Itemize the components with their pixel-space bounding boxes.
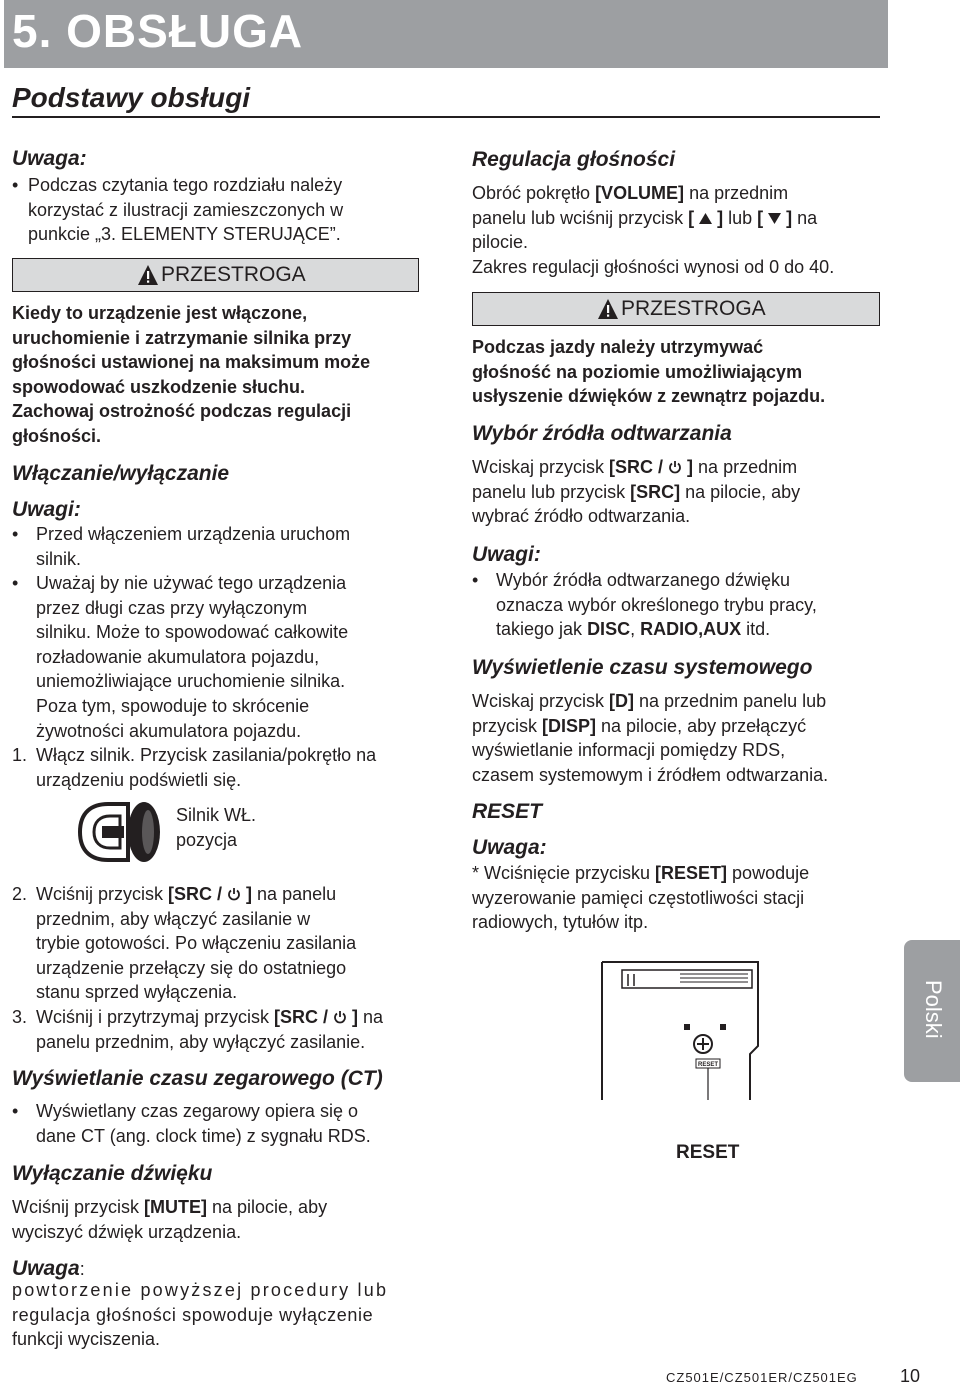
warning-icon — [597, 298, 619, 320]
model-number: CZ501E/CZ501ER/CZ501EG — [666, 1370, 858, 1385]
ignition-key-icon — [68, 800, 164, 864]
language-tab-label: Polski — [921, 980, 946, 1039]
caution-label: PRZESTROGA — [161, 263, 306, 286]
source-heading: Wybór źródła odtwarzania — [472, 422, 732, 445]
front-panel-illustration — [600, 960, 760, 1100]
step-3: 3. Wciśnij i przytrzymaj przycisk [SRC / ] na panelu przednim, aby wyłączyć zasilanie. — [12, 1007, 384, 1052]
caution-label: PRZESTROGA — [621, 297, 766, 320]
list-item: • Wybór źródła odtwarzanego dźwięku oznacza wybór określonego trybu pracy, takiego jak DISC, RADIO,AUX itd. — [472, 570, 817, 640]
text-line: punkcie „3. ELEMENTY STERUJĄCE”. — [28, 224, 341, 245]
note-title: Uwaga: — [12, 1257, 85, 1280]
list-item: • Podczas czytania tego rozdziału należy korzystać z ilustracji zamieszczonych w punkcie „3. ELEMENTY STERUJĄCE”. — [12, 173, 412, 247]
power-heading: Włączanie/wyłączanie — [12, 462, 230, 485]
chapter-title: 5. OBSŁUGA — [12, 5, 304, 57]
reset-heading: RESET — [472, 800, 543, 823]
power-icon — [227, 887, 241, 901]
reset-text: * Wciśnięcie przycisku [RESET] powoduje wyzerowanie pamięci częstotliwości stacji radiowych, tytułów itp. — [472, 863, 810, 933]
caution-box — [472, 292, 880, 326]
clock-heading: Wyświetlanie czasu zegarowego (CT) — [12, 1067, 383, 1090]
chapter-header — [4, 0, 888, 68]
up-arrow-icon — [699, 213, 712, 224]
source-text: Wciskaj przycisk [SRC / ] na przednim panelu lub przycisk [SRC] na pilocie, aby wybrać źródło odtwarzania. — [472, 457, 801, 527]
system-time-heading: Wyświetlenie czasu systemowego — [472, 656, 813, 679]
mute-text: Wciśnij przycisk [MUTE] na pilocie, aby wyciszyć dźwięk urządzenia. — [12, 1197, 328, 1242]
caution-text: Kiedy to urządzenie jest włączone, uruchomienie i zatrzymanie silnika przy głośności ustawionej na maksimum może spowodować uszkodzenie słuchu. Zachowaj ostrożność podczas regulacji głośności. — [12, 303, 371, 446]
down-arrow-icon — [768, 213, 781, 224]
section-title: Podstawy obsługi — [12, 82, 251, 113]
list-item: • Wyświetlany czas zegarowy opiera się o dane CT (ang. clock time) z sygnału RDS. — [12, 1101, 371, 1146]
note-text: powtorzenie powyższej procedury lub regulacja głośności spowoduje wyłączenie funkcji wyciszenia. — [12, 1280, 389, 1350]
text-line: korzystać z ilustracji zamieszczonych w — [28, 199, 344, 220]
step-1: 1. Włącz silnik. Przycisk zasilania/pokrętło na urządzeniu podświetli się. — [12, 745, 377, 790]
key-position-label: Silnik WŁ. pozycja — [176, 805, 257, 850]
list-item: • Przed włączeniem urządzenia uruchom silnik. — [12, 524, 351, 569]
caution-text: Podczas jazdy należy utrzymywać głośność na poziomie umożliwiającym usłyszenie dźwięków z zewnątrz pojazdu. — [472, 337, 826, 407]
note-title: Uwaga: — [12, 147, 87, 170]
reset-button-label: RESET — [697, 1062, 719, 1068]
warning-icon — [137, 264, 159, 286]
power-icon — [333, 1010, 347, 1024]
notes-title: Uwagi: — [472, 543, 541, 566]
language-tab — [904, 940, 960, 1082]
page-number: 10 — [900, 1366, 921, 1386]
volume-text: Obróć pokrętło [VOLUME] na przednim panelu lub wciśnij przycisk [ ] lub [ ] na pilocie. Zakres regulacji głośności wynosi od 0 do 40. — [472, 183, 835, 277]
notes-title: Uwagi: — [12, 498, 81, 521]
caution-box — [12, 258, 419, 292]
note-title: Uwaga: — [472, 836, 547, 859]
step-2: 2. Wciśnij przycisk [SRC / ] na panelu przednim, aby włączyć zasilanie w trybie gotowości. Po włączeniu zasilania urządzenie przełączy się do ostatniego stanu sprzed wyłączenia. — [12, 884, 357, 1003]
text-line: Podczas czytania tego rozdziału należy — [28, 175, 343, 195]
system-time-text: Wciskaj przycisk [D] na przednim panelu lub przycisk [DISP] na pilocie, aby przełączyć wyświetlanie informacji pomiędzy RDS, czasem systemowym i źródłem odtwarzania. — [472, 691, 829, 785]
list-item: • Uważaj by nie używać tego urządzenia przez długi czas przy wyłączonym silniku. Może to spowodować całkowite rozładowanie akumulatora pojazdu, uniemożliwiające uruchomienie silnika. Poza tym, spowoduje to skrócenie żywotności akumulatora pojazdu. — [12, 573, 349, 741]
power-icon — [668, 460, 682, 474]
reset-callout: RESET — [676, 1142, 740, 1163]
volume-heading: Regulacja głośności — [472, 148, 676, 171]
mute-heading: Wyłączanie dźwięku — [12, 1162, 213, 1185]
section-divider — [12, 116, 880, 118]
